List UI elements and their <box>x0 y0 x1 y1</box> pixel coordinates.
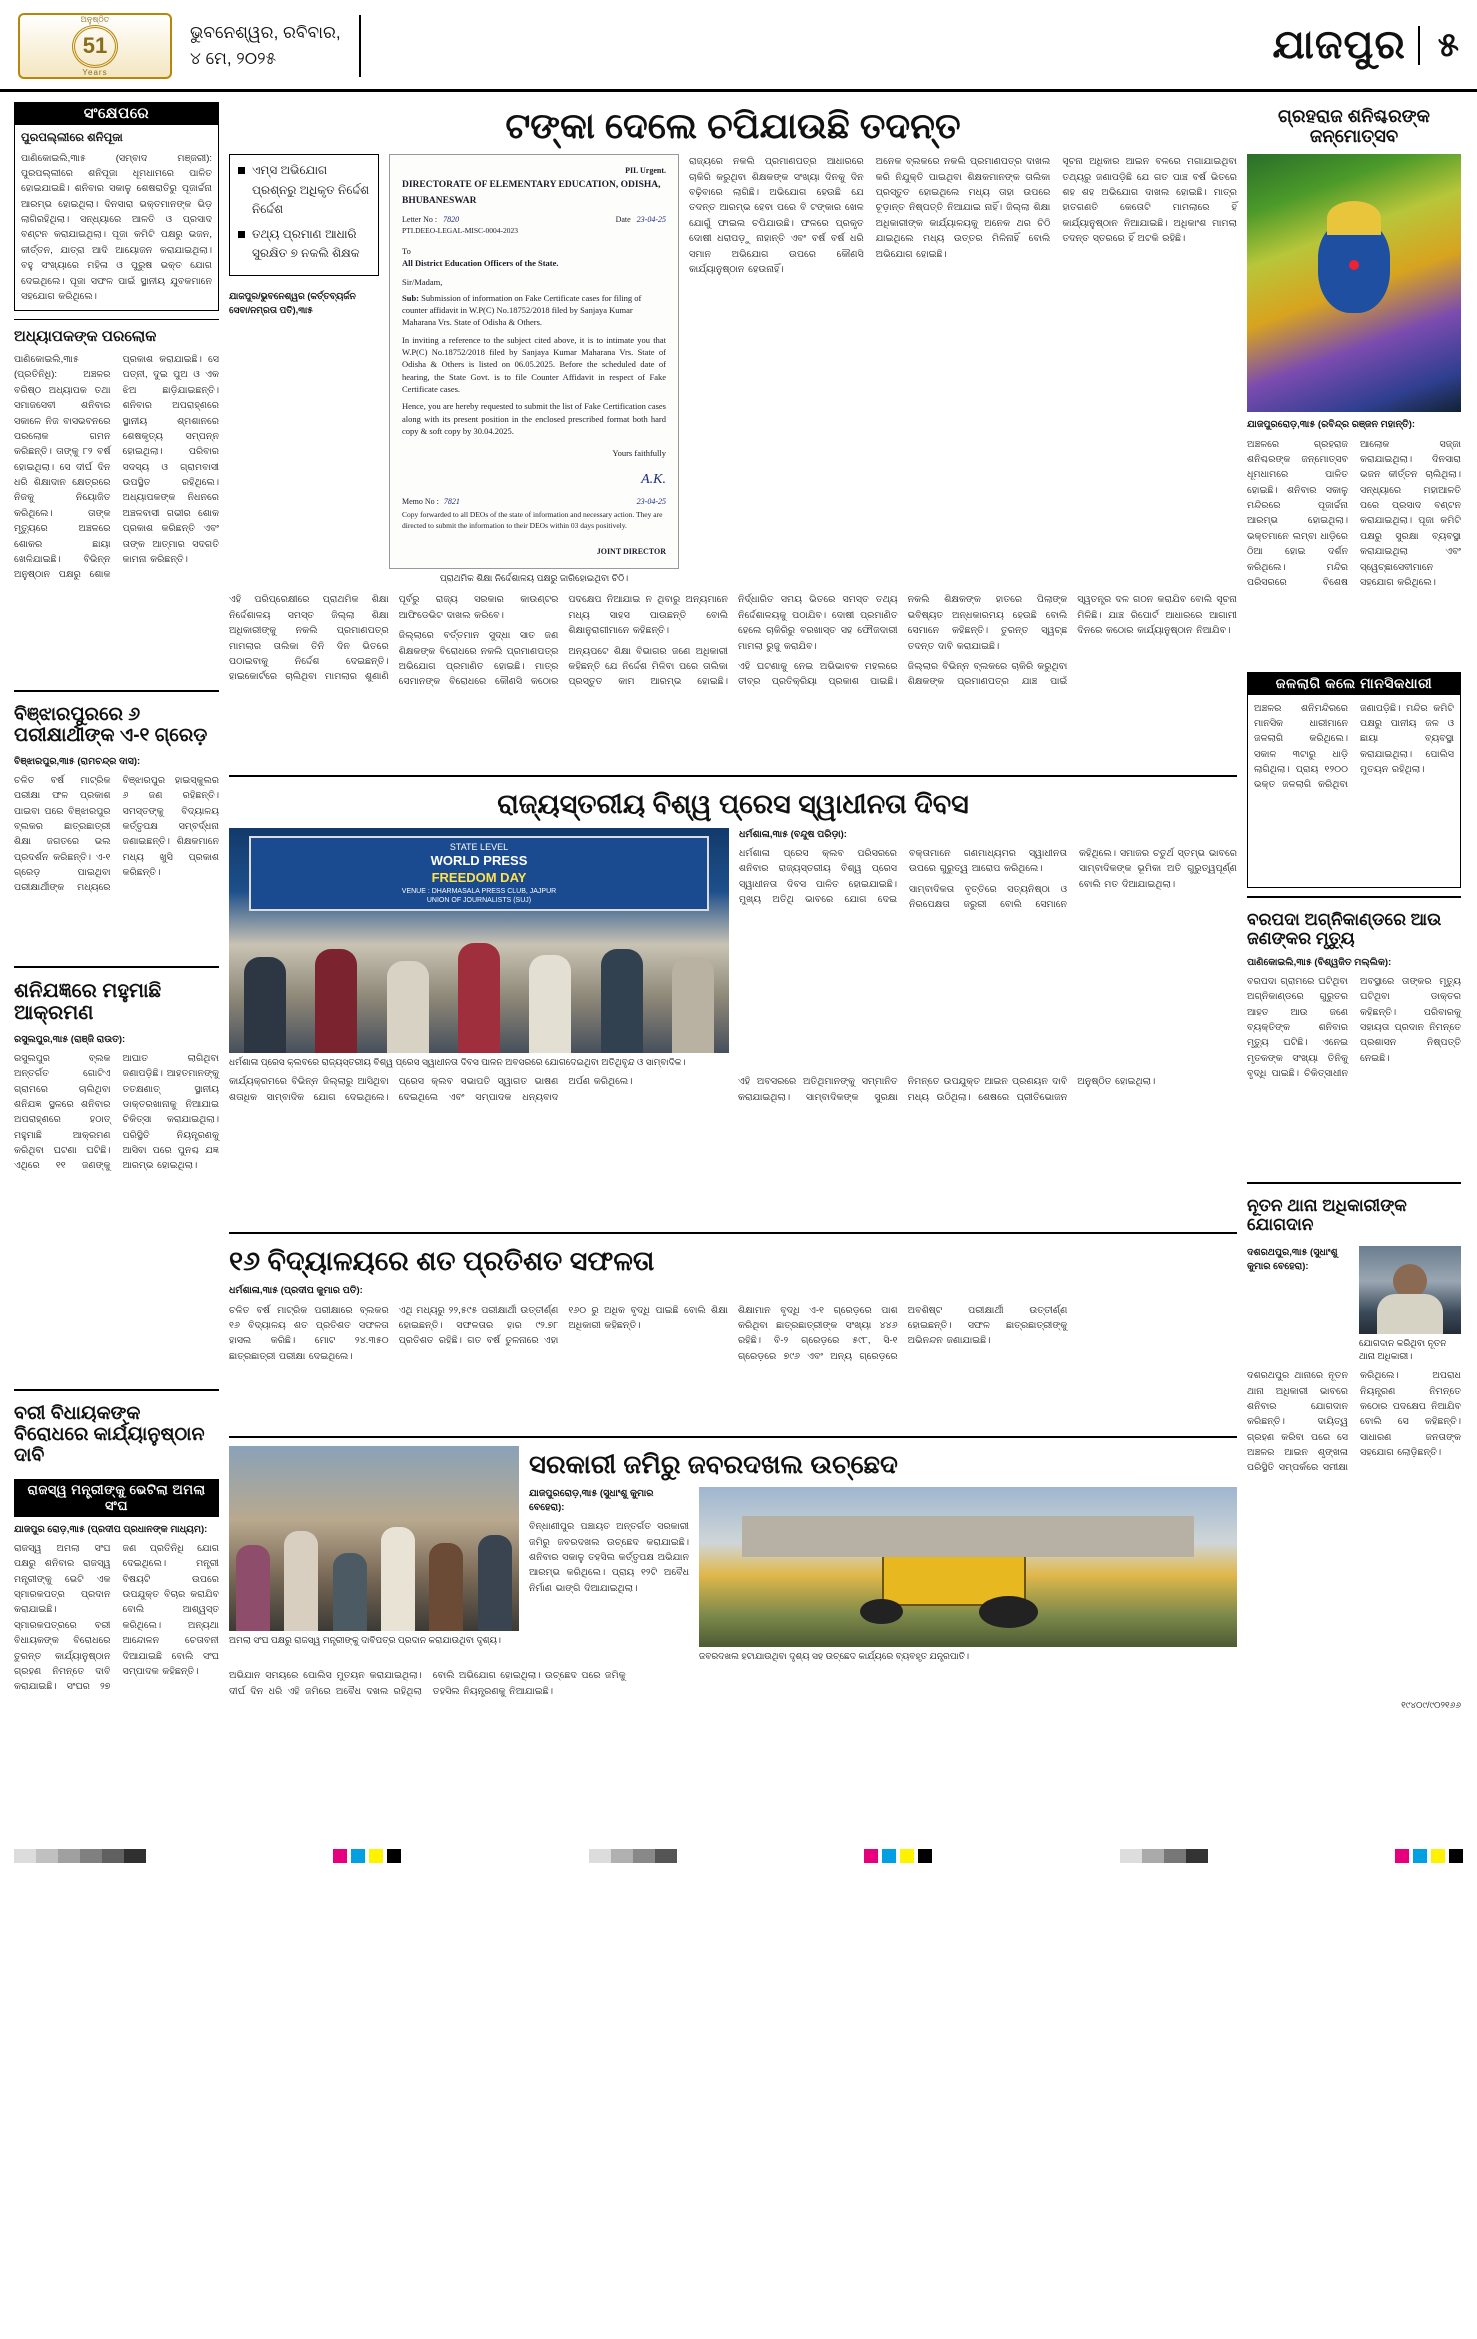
letter-date-label: Date <box>615 215 631 225</box>
new-officer-text: ଦଶରଥପୁର ଥାନାରେ ନୂତନ ଥାନା ଅଧିକାରୀ ଭାବରେ ଶନିବାର ଯୋଗଦାନ କରିଛନ୍ତି। ଦାୟିତ୍ୱ ଗ୍ରହଣ କରିବା ପରେ ସେ ଅଞ୍ଚଳର ଆଇନ ଶୃଙ୍ଖଳା ପରିସ୍ଥିତି ସମ୍ପର୍କରେ ସମୀକ୍ଷା କରିଥିଲେ। ଅପରାଧ ନିୟନ୍ତ୍ରଣ ନିମନ୍ତେ କଠୋର ପଦକ୍ଷେପ ନିଆଯିବ ବୋଲି ସେ କହିଛନ୍ତି। ସାଧାରଣ ଜନତାଙ୍କ ସହଯୋଗ ଲୋଡ଼ିଛନ୍ତି। <box>1247 1370 1461 1474</box>
lead-bullet-1: ଏମ୍‌ସ ଅଭିଯୋଗ ପ୍ରଶ୍ନରୁ ଅଧିକୃତ ନିର୍ଦ୍ଦେଶ ନିର୍ଦ୍ଦେଶ <box>238 161 370 219</box>
press-para-1: ଧର୍ମଶାଳା ପ୍ରେସ କ୍ଲବ ପରିସରରେ ଶନିବାର ରାଜ୍ୟସ୍ତରୀୟ ବିଶ୍ୱ ପ୍ରେସ ସ୍ୱାଧୀନତା ଦିବସ ପାଳିତ ହୋଇଯାଇଛି। ମୁଖ୍ୟ ଅତିଥି ଭାବରେ ଯୋଗ ଦେଇ ବକ୍ତାମାନେ ଗଣମାଧ୍ୟମର ସ୍ୱାଧୀନତା ଉପରେ ଗୁରୁତ୍ୱ ଆରୋପ କରିଥିଲେ। <box>739 847 1067 906</box>
letter-ref-no: PTI.DEEO-LEGAL-MISC-0004-2023 <box>402 226 519 236</box>
logo-top-text: ଅନୁଷ୍ଠିତ <box>80 14 110 24</box>
brief2-text: ପାଣିକୋଇଲି,୩ା୫ (ପ୍ରତିନିଧି): ଅଞ୍ଚଳର ବରିଷ୍ଠ ଅଧ୍ୟାପକ ତଥା ସମାଜସେବୀ ଶନିବାର ସକାଳେ ନିଜ ବାସଭବନରେ ପରଲୋକ ଗମନ କରିଛନ୍ତି। ତାଙ୍କୁ ୮୨ ବର୍ଷ ହୋଇଥିଲା। ସେ ଦୀର୍ଘ ଦିନ ଧରି ଶିକ୍ଷାଦାନ କ୍ଷେତ୍ରରେ ନିଜକୁ ନିୟୋଜିତ କରିଥିଲେ। ତାଙ୍କ ମୃତ୍ୟୁରେ ଅଞ୍ଚଳରେ ଶୋକର ଛାୟା ଖେଳିଯାଇଛି। ବିଭିନ୍ନ ଅନୁଷ୍ଠାନ ପକ୍ଷରୁ ଶୋକ ପ୍ରକାଶ କରାଯାଇଛି। ସେ ପତ୍ନୀ, ଦୁଇ ପୁଅ ଓ ଏକ ଝିଅ ଛାଡ଼ିଯାଇଛନ୍ତି। ଶନିବାର ଅପରାହ୍ଣରେ ସ୍ଥାନୀୟ ଶ୍ମଶାନରେ ଶେଷକୃତ୍ୟ ସମ୍ପନ୍ନ ହୋଇଥିଲା। ପରିବାର ସଦସ୍ୟ ଓ ଗ୍ରାମବାସୀ ଉପସ୍ଥିତ ରହିଥିଲେ। ଅଧ୍ୟାପକଙ୍କ ନିଧନରେ ଅଞ୍ଚଳବାସୀ ଗଭୀର ଶୋକ ପ୍ରକାଶ କରିଛନ୍ତି ଏବଂ ତାଙ୍କ ଆତ୍ମାର ସଦଗତି କାମନା କରିଛନ୍ତି। <box>14 354 219 581</box>
officer-photo-caption: ଯୋଗଦାନ କରିଥିବା ନୂତନ ଥାନା ଅଧିକାରୀ। <box>1359 1337 1447 1361</box>
lead-para-6: ଅନ୍ୟପଟେ ଶିକ୍ଷା ବିଭାଗର ଜଣେ ଅଧିକାରୀ କହିଛନ୍ତି ଯେ ନିର୍ଦ୍ଦେଶ ମିଳିବା ପରେ ତାଲିକା ପ୍ରସ୍ତୁତ କାମ ଆରମ୍ଭ ହୋଇଛି। ନିର୍ଦ୍ଧାରିତ ସମୟ ଭିତରେ ସମସ୍ତ ତଥ୍ୟ ନିର୍ଦ୍ଦେଶାଳୟକୁ ପଠାଯିବ। ଦୋଷୀ ପ୍ରମାଣିତ ହେଲେ ଚାକିରିରୁ ବରଖାସ୍ତ ସହ ଫୌଜଦାରୀ ମାମଲା ରୁଜୁ କରାଯିବ। <box>568 594 898 688</box>
logo-years-label: Years <box>82 67 108 77</box>
lead-para-5: ଜିଲ୍ଲାରେ ବର୍ତ୍ତମାନ ସୁଦ୍ଧା ସାତ ଜଣ ଶିକ୍ଷକଙ୍କ ବିରୋଧରେ ନକଲି ପ୍ରମାଣପତ୍ର ଅଭିଯୋଗ ପ୍ରମାଣିତ ହୋଇଛି। ମାତ୍ର ସେମାନଙ୍କ ବିରୋଧରେ କୌଣସି କଠୋର ପଦକ୍ଷେପ ନିଆଯାଇ ନ ଥିବାରୁ ଅନ୍ୟମାନେ ମଧ୍ୟ ସାହସ ପାଉଛନ୍ତି ବୋଲି ଶିକ୍ଷାନୁରାଗୀମାନେ କହିଛନ୍ତି। <box>398 594 728 688</box>
color-swatch-cyan-2 <box>882 1849 896 1863</box>
official-letter-scan: PIL Urgent. DIRECTORATE OF ELEMENTARY EDUCATION, ODISHA, BHUBANESWAR Letter No : 7820 Date 23-04-25 PTI.DEEO-LEGAL-MISC-0004-2023 To All District Education Officers of the State. Sir/Madam, Sub: Submission of information on Fake Certificate cases for filing of counter affidavit in W.P(C) No.18752/2018 filed by Sanjaya Kumar Maharana Vrs. State of Odisha & Others. In inviting a reference to the subject cited above, it is to intimate you that W.P(C) No.18752/2018 filed by Sanjaya Kumar Maharana Vrs. State of Odisha & Others is listed on 06.05.2025. Before the scheduled date of hearing, the State Govt. is to file Counter Affidavit in respect of Fake Certificate cases. Hence, you are hereby requested to submit the list of Fake Certification cases along with its present position in the enclosed prescribed format both hard copy & soft copy by 30.04.2025. Yours faithfully A.K. Memo No : 7821 23-04-25 Copy forwarded to all DEOs of the state of information and necessary action. They are directed to submit the information to their DEOs within 03 days positively. JOINT DIRECTOR <box>389 154 679 569</box>
encroachment-para-1: ବିନ୍ଧାଣୀପୁର ପଞ୍ଚାୟତ ଅନ୍ତର୍ଗତ ସରକାରୀ ଜମିରୁ ଜବରଦଖଲ ଉଚ୍ଛେଦ କରାଯାଇଛି। ଶନିବାର ସକାଳୁ ତହସିଲ କର୍ତ୍ତୃପକ୍ଷ ଅଭିଯାନ ଆରମ୍ଭ କରିଥିଲେ। ପ୍ରାୟ ୧୨ଟି ଅବୈଧ ନିର୍ମାଣ ଭାଙ୍ଗି ଦିଆଯାଇଥିଲା। <box>529 1521 689 1594</box>
letter-pil-tag: PIL Urgent. <box>625 166 666 176</box>
edition-city: ଭୁବନେଶ୍ୱର, ରବିବାର, <box>190 23 341 42</box>
color-swatch-magenta-2 <box>864 1849 878 1863</box>
letter-org-line1: DIRECTORATE OF ELEMENTARY EDUCATION, ODISHA, <box>402 179 661 190</box>
color-swatch-cyan <box>351 1849 365 1863</box>
edition-date <box>172 15 361 77</box>
grayscale-strip <box>14 1849 146 1863</box>
letter-memo-no: 7821 <box>443 496 460 506</box>
lead-bullet-box <box>229 154 379 276</box>
brief1-title: ପୁରପଲ୍ଲୀରେ ଶନିପୂଜା <box>21 132 123 144</box>
publication-logo <box>18 13 172 79</box>
color-swatch-yellow-3 <box>1431 1849 1445 1863</box>
tail-reference-number: ୧୯୪୦୯/୯୦୨୧୬୬ <box>1401 1700 1461 1711</box>
lead-para-7: ଏହି ଘଟଣାକୁ ନେଇ ଅଭିଭାବକ ମହଲରେ ତୀବ୍ର ପ୍ରତିକ୍ରିୟା ପ୍ରକାଶ ପାଇଛି। ନକଲି ଶିକ୍ଷକଙ୍କ ହାତରେ ପିଲାଙ୍କ ଭବିଷ୍ୟତ ଅନ୍ଧକାରମୟ ହେଉଛି ବୋଲି ସେମାନେ କହିଛନ୍ତି। ତୁରନ୍ତ ସ୍ୱଚ୍ଛ ତଦନ୍ତ ଦାବି କରାଯାଇଛି। <box>737 594 1068 688</box>
banner-line-5: UNION OF JOURNALISTS (SUJ) <box>426 897 532 905</box>
letter-memo-label: Memo No : <box>402 496 439 506</box>
edition-date-line: ୪ ମେ, ୨୦୨୫ <box>190 48 277 68</box>
letter-salutation: Sir/Madam, <box>402 276 443 287</box>
schools-para-3: ଶିକ୍ଷାମାନ ବୃଦ୍ଧି ଏ-୧ ଗ୍ରେଡ଼ରେ ପାଶ କରିଥିବା ଛାତ୍ରଛାତ୍ରୀଙ୍କ ସଂଖ୍ୟା ୪୪୬ ରହିଛି। ବି-୨ ଗ୍ରେଡ଼ରେ ୫୯୮, ସି-୧ ଗ୍ରେଡ଼ରେ ୭୯୬ ଏବଂ ଅନ୍ୟ ଗ୍ରେଡ଼ରେ ଅବଶିଷ୍ଟ ପରୀକ୍ଷାର୍ଥୀ ଉତ୍ତୀର୍ଣ୍ଣ ହୋଇଛନ୍ତି। ସଫଳ ଛାତ୍ରଛାତ୍ରୀଙ୍କୁ ଅଭିନନ୍ଦନ ଜଣାଯାଇଛି। <box>737 1304 1068 1362</box>
byline-bee-attack: ରସୁଲପୁର,୩ା୫ (ରାଞ୍ଜି ରାଉତ): <box>14 1033 126 1045</box>
lead-para-1: ରାଜ୍ୟରେ ନକଲି ପ୍ରମାଣପତ୍ର ଆଧାରରେ ଚାକିରି କରୁଥିବା ଶିକ୍ଷକଙ୍କ ସଂଖ୍ୟା ଦିନକୁ ଦିନ ବଢ଼ିବାରେ ଲାଗିଛି। ଅଭିଯୋଗ ହେଉଛି ଯେ ତଦନ୍ତ ଆରମ୍ଭ ହେବା ପରେ ବି ଟଙ୍କାର ଖେଳ ଯୋଗୁଁ ଫାଇଲ ଚପିଯାଉଛି। ଫଳରେ ପ୍ରକୃତ ଦୋଷୀ ଧରାପଡ଼ୁ ନାହାନ୍ତି ଏବଂ ବର୍ଷ ବର୍ଷ ଧରି ସମାନ ଅଭିଯୋଗ ଉପରେ କୌଣସି କାର୍ଯ୍ୟାନୁଷ୍ଠାନ ହେଉନାହିଁ। <box>689 156 864 275</box>
edition-name: ଯାଜପୁର <box>1272 23 1406 67</box>
letter-subject-text: Submission of information on Fake Certificate cases for filing of counter affidavit in W.P(C) No.18752/2018 filed by Sanjaya Kumar Maharana Vrs. State of Odisha & Others. <box>402 292 642 328</box>
lead-headline: ଟଙ୍କା ଦେଲେ ଚପିଯାଉଛି ତଦନ୍ତ <box>505 105 961 146</box>
headline-press-freedom: ରାଜ୍ୟସ୍ତରୀୟ ବିଶ୍ୱ ପ୍ରେସ ସ୍ୱାଧୀନତା ଦିବସ <box>497 789 969 820</box>
officer-photo <box>1359 1246 1461 1334</box>
memorandum-photo <box>229 1446 519 1631</box>
lead-bullet-2: ତଥ୍ୟ ପ୍ରମାଣ ଆଧାରି ସୁରକ୍ଷିତ ୭ ନକଲି ଶିକ୍ଷକ <box>238 225 370 263</box>
letter-recipient: All District Education Officers of the State. <box>402 258 559 269</box>
encroachment-para-2: ଅଭିଯାନ ସମୟରେ ପୋଲିସ ମୁତୟନ କରାଯାଇଥିଲା। ଦୀର୍ଘ ଦିନ ଧରି ଏହି ଜମିରେ ଅବୈଧ ଦଖଲ ରହିଥିଲା ବୋଲି ଅଭିଯୋଗ ହୋଇଥିଲା। ଉଚ୍ଛେଦ ପରେ ଜମିକୁ ତହସିଲ ନିୟନ୍ତ୍ରଣକୁ ନିଆଯାଇଛି। <box>229 1670 626 1697</box>
text-mla-action: ରାଜସ୍ୱ ଅମଲା ସଂଘ ପକ୍ଷରୁ ଶନିବାର ରାଜସ୍ୱ ମନ୍ତ୍ରୀଙ୍କୁ ଭେଟି ଏକ ସ୍ମାରକପତ୍ର ପ୍ରଦାନ କରାଯାଇଛି। ସ୍ମାରକପତ୍ରରେ ବରୀ ବିଧାୟକଙ୍କ ବିରୋଧରେ ତୁରନ୍ତ କାର୍ଯ୍ୟାନୁଷ୍ଠାନ ଗ୍ରହଣ ନିମନ୍ତେ ଦାବି କରାଯାଇଛି। ସଂଘର ୨୭ ଜଣ ପ୍ରତିନିଧି ଯୋଗ ଦେଇଥିଲେ। ମନ୍ତ୍ରୀ ବିଷୟଟି ଉପରେ ଉପଯୁକ୍ତ ବିଚାର କରାଯିବ ବୋଲି ଆଶ୍ୱସ୍ତ କରିଥିଲେ। ଅନ୍ୟଥା ଆନ୍ଦୋଳନ ଚେତାବନୀ ଦିଆଯାଇଛି ବୋଲି ସଂଘ ସମ୍ପାଦକ କହିଛନ୍ତି। <box>14 1542 219 1693</box>
press-para-2: ସାମ୍ବାଦିକତା ବୃତ୍ତିରେ ସତ୍ୟନିଷ୍ଠା ଓ ନିରପେକ୍ଷତା ଜରୁରୀ ବୋଲି ସେମାନେ କହିଥିଲେ। ସମାଜର ଚତୁର୍ଥ ସ୍ତମ୍ଭ ଭାବରେ ସାମ୍ବାଦିକଙ୍କ ଭୂମିକା ଅତି ଗୁରୁତ୍ୱପୂର୍ଣ୍ଣ ବୋଲି ମତ ଦିଆଯାଇଥିଲା। <box>909 847 1237 911</box>
jalalagi-box-header: ଜଳଲାଗି କଲେ ମାନସିକଧାରୀ <box>1247 672 1461 695</box>
main-column <box>229 102 1237 1841</box>
headline-fire-death: ବରପଦା ଅଗ୍ନିକାଣ୍ଡରେ ଆଉ ଜଣଙ୍କର ମୃତ୍ୟୁ <box>1247 909 1442 948</box>
text-binjharpur: ଚଳିତ ବର୍ଷ ମାଟ୍ରିକ ପରୀକ୍ଷା ଫଳ ପ୍ରକାଶ ପାଇବା ପରେ ବିଞ୍ଝାରପୁର ବ୍ଲକର ଛାତ୍ରଛାତ୍ରୀ ଶିକ୍ଷା ଜଗତରେ ଭଲ ପ୍ରଦର୍ଶନ କରିଛନ୍ତି। ଏ-୧ ଗ୍ରେଡ଼ ପାଇଥିବା ପରୀକ୍ଷାର୍ଥୀଙ୍କ ମଧ୍ୟରେ ବିଞ୍ଝାରପୁର ହାଇସ୍କୁଲର ୬ ଜଣ ରହିଛନ୍ତି। ସମସ୍ତଙ୍କୁ ବିଦ୍ୟାଳୟ କର୍ତ୍ତୃପକ୍ଷ ସମ୍ବର୍ଦ୍ଧନା ଜଣାଇଛନ୍ତି। ଶିକ୍ଷକମାନେ ମଧ୍ୟ ଖୁସି ପ୍ରକାଶ କରିଛନ୍ତି। <box>14 774 219 894</box>
deity-photo <box>1247 154 1461 412</box>
lead-byline: ଯାଜପୁର/ଭୁବନେଶ୍ୱର (କର୍ତ୍ତବ୍ୟର୍ଜନ ସେବା/ନମ୍ରତା ପତି),୩ା୫ <box>229 291 356 315</box>
subhead-revenue-minister: ରାଜସ୍ୱ ମନ୍ତ୍ରୀଙ୍କୁ ଭେଟିଲା ଅମଲା ସଂଘ <box>14 1479 219 1517</box>
color-swatch-yellow <box>369 1849 383 1863</box>
color-swatch-cyan-3 <box>1413 1849 1427 1863</box>
page-body <box>0 92 1477 1841</box>
color-swatch-black-3 <box>1449 1849 1463 1863</box>
press-byline: ଧର୍ମଶାଳା,୩ା୫ (ବନ୍ଦୁଷ ପରିଡ଼ା): <box>739 828 847 840</box>
schools-para-2: ଏଥି ମଧ୍ୟରୁ ୨୨,୫୯୫ ପରୀକ୍ଷାର୍ଥୀ ଉତ୍ତୀର୍ଣ୍ଣ ହୋଇଛନ୍ତି। ସଫଳତାର ହାର ୯୨.୭୮ ପ୍ରତିଶତ ରହିଛି। ଗତ ବର୍ଷ ତୁଳନାରେ ଏହା ୧୬୦ ରୁ ଅଧିକ ବୃଦ୍ଧି ପାଇଛି ବୋଲି ଶିକ୍ଷା ଅଧିକାରୀ କହିଛନ୍ତି। <box>398 1304 728 1347</box>
demolition-photo <box>699 1487 1237 1647</box>
letter-to-label: To <box>402 245 411 256</box>
headline-bee-attack: ଶନିଯଜ୍ଞରେ ମହୁମାଛି ଆକ୍ରମଣ <box>14 979 162 1025</box>
lead-para-4: ଏହି ପରିପ୍ରେକ୍ଷୀରେ ପ୍ରାଥମିକ ଶିକ୍ଷା ନିର୍ଦ୍ଦେଶାଳୟ ସମସ୍ତ ଜିଲ୍ଲା ଶିକ୍ଷା ଅଧିକାରୀଙ୍କୁ ନକଲି ପ୍ରମାଣପତ୍ର ମାମଲାର ତାଲିକା ତିନି ଦିନ ଭିତରେ ପଠାଇବାକୁ ନିର୍ଦ୍ଦେଶ ଦେଇଛନ୍ତି। ହାଇକୋର୍ଟରେ ଚାଲିଥିବା ମାମଲାର ଶୁଣାଣି ପୂର୍ବରୁ ରାଜ୍ୟ ସରକାର କାଉଣ୍ଟର ଆଫିଡେଭିଟ ଦାଖଲ କରିବେ। <box>229 594 559 683</box>
grayscale-strip-2 <box>589 1849 677 1863</box>
letter-memo-body: Copy forwarded to all DEOs of the state of information and necessary action. They are directed to submit the information to their DEOs within 03 days positively. <box>402 510 663 531</box>
shani-text: ଅଞ୍ଚଳରେ ଗ୍ରହରାଜ ଶନିଶ୍ଚରଙ୍କ ଜନ୍ମୋତ୍ସବ ଧୂମଧାମରେ ପାଳିତ ହୋଇଛି। ଶନିବାର ସକାଳୁ ମନ୍ଦିରରେ ପୂଜାର୍ଚ୍ଚନା ଆରମ୍ଭ ହୋଇଥିଲା। ଭକ୍ତମାନେ ଲମ୍ବା ଧାଡ଼ିରେ ଠିଆ ହୋଇ ଦର୍ଶନ କରିଥିଲେ। ମନ୍ଦିର ପରିସରରେ ବିଶେଷ ଆଲୋକ ସଜ୍ଜା କରାଯାଇଥିଲା। ଦିନସାରା ଭଜନ କୀର୍ତ୍ତନ ଚାଲିଥିଲା। ସନ୍ଧ୍ୟାରେ ମହାଆଳତି ପରେ ପ୍ରସାଦ ବଣ୍ଟନ କରାଯାଇଥିଲା। ପୂଜା କମିଟି ପକ୍ଷରୁ ସୁରକ୍ଷା ବ୍ୟବସ୍ଥା କରାଯାଇଥିଲା ଏବଂ ସ୍ୱେଚ୍ଛାସେବୀମାନେ ସହଯୋଗ କରିଥିଲେ। <box>1247 438 1461 588</box>
headline-mla-action: ବରୀ ବିଧାୟକଙ୍କ ବିରୋଧରେ କାର୍ଯ୍ୟାନୁଷ୍ଠାନ ଦାବି <box>14 1402 205 1467</box>
press-para-3: କାର୍ଯ୍ୟକ୍ରମରେ ବିଭିନ୍ନ ଜିଲ୍ଲାରୁ ଆସିଥିବା ଶତାଧିକ ସାମ୍ବାଦିକ ଯୋଗ ଦେଇଥିଲେ। ପ୍ରେସ କ୍ଲବ ସଭାପତି ସ୍ୱାଗତ ଭାଷଣ ଦେଇଥିଲେ ଏବଂ ସମ୍ପାଦକ ଧନ୍ୟବାଦ ଅର୍ପଣ କରିଥିଲେ। <box>229 1076 633 1103</box>
color-swatch-yellow-2 <box>900 1849 914 1863</box>
letter-body-2: Hence, you are hereby requested to submit the list of Fake Certification cases along with its present position in the enclosed prescribed format both hard copy & soft copy by 30.04.2025. <box>402 401 666 436</box>
banner-line-2: WORLD PRESS <box>430 853 528 869</box>
jalalagi-text: ଅଞ୍ଚଳର ଶନିମନ୍ଦିରରେ ମାନସିକ ଧାରୀମାନେ ଜଳଲାଗି କରିଥିଲେ। ସକାଳ ୩ଟାରୁ ଧାଡ଼ି ଲାଗିଥିଲା। ପ୍ରାୟ ୧୨୦୦ ଭକ୍ତ ଜଳଲାଗି କରିଥିବା ଜଣାପଡ଼ିଛି। ମନ୍ଦିର କମିଟି ପକ୍ଷରୁ ପାନୀୟ ଜଳ ଓ ଛାୟା ବ୍ୟବସ୍ଥା କରାଯାଇଥିଲା। ପୋଲିସ ମୁତୟନ ରହିଥିଲା। <box>1254 702 1454 791</box>
press-photo-caption: ଧର୍ମଶାଳା ପ୍ରେସ କ୍ଲବରେ ରାଜ୍ୟସ୍ତରୀୟ ବିଶ୍ୱ ପ୍ରେସ ସ୍ୱାଧୀନତା ଦିବସ ପାଳନ ଅବସରରେ ଯୋଗଦେଇଥିବା ଅତିଥିବୃନ୍ଦ ଓ ସାମ୍ବାଦିକ। <box>229 1056 686 1067</box>
new-officer-byline: ଦଶରଥପୁର,୩ା୫ (ସୁଧାଂଶୁ କୁମାର ବେହେରା): <box>1247 1246 1338 1273</box>
letter-caption: ପ୍ରାଥମିକ ଶିକ୍ଷା ନିର୍ଦ୍ଦେଶାଳୟ ପକ୍ଷରୁ ଜାରିହୋଇଥିବା ଚିଠି। <box>439 572 629 583</box>
letter-designation: JOINT DIRECTOR <box>596 547 666 557</box>
headline-new-officer: ନୂତନ ଥାନା ଅଧିକାରୀଙ୍କ ଯୋଗଦାନ <box>1247 1195 1407 1234</box>
fire-death-text: ବରପଦା ଗ୍ରାମରେ ଘଟିଥିବା ଅଗ୍ନିକାଣ୍ଡରେ ଗୁରୁତର ଆହତ ଆଉ ଜଣେ ବ୍ୟକ୍ତିଙ୍କ ଶନିବାର ମୃତ୍ୟୁ ଘଟିଛି। ଏନେଇ ମୃତକଙ୍କ ସଂଖ୍ୟା ତିନିକୁ ବୃଦ୍ଧି ପାଇଛି। ଚିକିତ୍ସାଧୀନ ଅବସ୍ଥାରେ ତାଙ୍କର ମୃତ୍ୟୁ ଘଟିଥିବା ଡାକ୍ତର କହିଛନ୍ତି। ପରିବାରକୁ ସହାୟତା ପ୍ରଦାନ ନିମନ୍ତେ ପ୍ରଶାସନ ନିଷ୍ପତ୍ତି ନେଇଛି। <box>1247 975 1461 1080</box>
text-bee-attack: ରସୁଲପୁର ବ୍ଲକ ଅନ୍ତର୍ଗତ ଗୋଟିଏ ଗ୍ରାମରେ ଚାଲିଥିବା ଶନିଯଜ୍ଞ ସ୍ଥଳରେ ଶନିବାର ଅପରାହ୍ଣରେ ହଠାତ୍‌ ମହୁମାଛି ଆକ୍ରମଣ କରିଥିବା ଘଟଣା ଘଟିଛି। ଏଥିରେ ୧୧ ଜଣଙ୍କୁ ଆଘାତ ଲାଗିଥିବା ଜଣାପଡ଼ିଛି। ଆହତମାନଙ୍କୁ ତତକ୍ଷଣାତ୍‌ ସ୍ଥାନୀୟ ଡାକ୍ତରଖାନାକୁ ନିଆଯାଇ ଚିକିତ୍ସା କରାଯାଇଥିଲା। ପରିସ୍ଥିତି ନିୟନ୍ତ୍ରଣକୁ ଆସିବା ପରେ ପୁନଶ୍ଚ ଯଜ୍ଞ ଆରମ୍ଭ ହୋଇଥିଲା। <box>14 1052 219 1172</box>
grayscale-strip-3 <box>1120 1849 1208 1863</box>
right-column <box>1247 102 1461 1841</box>
press-para-4: ଏହି ଅବସରରେ ଅତିଥିମାନଙ୍କୁ ସମ୍ମାନିତ କରାଯାଇଥିଲା। ସାମ୍ବାଦିକଙ୍କ ସୁରକ୍ଷା ନିମନ୍ତେ ଉପଯୁକ୍ତ ଆଇନ ପ୍ରଣୟନ ଦାବି ମଧ୍ୟ ଉଠିଥିଲା। ଶେଷରେ ପ୍ରୀତିଭୋଜନ ଅନୁଷ୍ଠିତ ହୋଇଥିଲା। <box>737 1076 1156 1103</box>
page-number: ୫ <box>1418 26 1459 65</box>
byline-binjharpur: ବିଞ୍ଝାରପୁର,୩ା୫ (ରାମଚନ୍ଦ୍ର ଦାସ): <box>14 755 141 767</box>
press-event-photo <box>229 828 729 1053</box>
demolition-photo-caption: ଜବରଦଖଲ ହଟାଯାଉଥିବା ଦୃଶ୍ୟ ସହ ଉଚ୍ଛେଦ କାର୍ଯ୍ୟରେ ବ୍ୟବହୃତ ଯନ୍ତ୍ରପାତି। <box>699 1650 970 1661</box>
encroachment-byline: ଯାଜପୁରରୋଡ଼,୩ା୫ (ସୁଧାଂଶୁ କୁମାର ବେହେରା): <box>529 1487 654 1514</box>
brief1-text: ପାଣିକୋଇଲି,୩ା୫ (ସମ୍ବାଦ ମଞ୍ଜରୀ): ପୁରପଲ୍ଲୀରେ ଶନିପୂଜା ଧୂମଧାମରେ ପାଳିତ ହୋଇଯାଇଛି। ଶନିବାର ସକାଳୁ ଶେଷରାତିରୁ ପୂଜାର୍ଚ୍ଚନା ଆରମ୍ଭ ହୋଇଥିଲା। ଦିନସାରା ଭକ୍ତମାନଙ୍କ ଭିଡ଼ ଲାଗିରହିଥିଲା। ସନ୍ଧ୍ୟାରେ ଆଳତି ଓ ପ୍ରସାଦ ବଣ୍ଟନ କରାଯାଇଥିଲା। ପୂଜା କମିଟି ପକ୍ଷରୁ ଭଜନ, କୀର୍ତ୍ତନ, ଯାତ୍ରା ଆଦି ଆୟୋଜନ କରାଯାଇଥିଲା। ବହୁ ସଂଖ୍ୟାରେ ମହିଳା ଓ ପୁରୁଷ ଭକ୍ତ ଯୋଗ ଦେଇଥିଲେ। ପୂଜା ସଫଳ ପାଇଁ ସ୍ଥାନୀୟ ଯୁବକମାନେ ସହଯୋଗ କରିଥିଲେ। <box>21 152 212 302</box>
color-swatch-black <box>387 1849 401 1863</box>
lead-para-2: ଅନେକ ବ୍ଲକରେ ନକଲି ପ୍ରମାଣପତ୍ର ଦାଖଲ କରି ନିଯୁକ୍ତି ପାଇଥିବା ଶିକ୍ଷକମାନଙ୍କ ତାଲିକା ପ୍ରସ୍ତୁତ ହୋଇଥିଲେ ମଧ୍ୟ ତାହା ଉପରେ ଚୂଡ଼ାନ୍ତ ନିଷ୍ପତ୍ତି ନିଆଯାଇ ନାହିଁ। ଜିଲ୍ଲା ଶିକ୍ଷା ଅଧିକାରୀଙ୍କ କାର୍ଯ୍ୟାଳୟକୁ ଅନେକ ଥର ଚିଠି ଯାଇଥିଲେ ମଧ୍ୟ ଉତ୍ତର ମିଳିନାହିଁ ବୋଲି ଅଭିଯୋଗ ହୋଇଛି। <box>875 156 1051 260</box>
print-registration-bar <box>0 1841 1477 1873</box>
schools-byline: ଧର୍ମଶାଳା,୩ା୫ (ପ୍ରଦୀପ କୁମାର ପତି): <box>229 1285 363 1297</box>
briefs-section-header: ସଂକ୍ଷେପରେ <box>14 102 219 125</box>
headline-shani-birthday: ଗ୍ରହରାଜ ଶନିଶ୍ଚରଙ୍କ ଜନ୍ମୋତ୍ସବ <box>1278 106 1430 147</box>
letter-yours-faithfully: Yours faithfully <box>612 448 666 459</box>
headline-encroachment: ସରକାରୀ ଜମିରୁ ଜବରଦଖଲ ଉଚ୍ଛେଦ <box>529 1448 898 1479</box>
letter-memo-date: 23-04-25 <box>636 496 666 506</box>
logo-years-number: 51 <box>72 25 118 68</box>
banner-line-3: FREEDOM DAY <box>431 870 527 886</box>
letter-no-label: Letter No : <box>402 215 438 225</box>
letter-signature: A.K. <box>641 471 666 487</box>
headline-binjharpur: ବିଞ୍ଝାରପୁରରେ ୬ ପରୀକ୍ଷାର୍ଥୀଙ୍କ ଏ-୧ ଗ୍ରେଡ଼ <box>14 704 208 747</box>
color-swatch-black-2 <box>918 1849 932 1863</box>
left-column <box>14 102 219 1841</box>
banner-line-4: VENUE : DHARMASALA PRESS CLUB, JAJPUR <box>401 888 557 896</box>
letter-org-line2: BHUBANESWAR <box>402 195 477 206</box>
banner-line-1: STATE LEVEL <box>449 841 509 852</box>
lead-para-3: ସୂଚନା ଅଧିକାର ଆଇନ ବଳରେ ମଗାଯାଇଥିବା ତଥ୍ୟରୁ ଜଣାପଡ଼ିଛି ଯେ ଗତ ପାଞ୍ଚ ବର୍ଷ ଭିତରେ ଶହ ଶହ ଅଭିଯୋଗ ଦାଖଲ ହୋଇଛି। ମାତ୍ର ହାତଗଣତି କେତୋଟି ମାମଲାରେ ହିଁ କାର୍ଯ୍ୟାନୁଷ୍ଠାନ ନିଆଯାଇଛି। ଅଧିକାଂଶ ମାମଲା ତଦନ୍ତ ସ୍ତରରେ ହିଁ ଅଟକି ରହିଛି। <box>1062 156 1237 245</box>
headline-schools: ୧୬ ବିଦ୍ୟାଳୟରେ ଶତ ପ୍ରତିଶତ ସଫଳତା <box>229 1246 655 1277</box>
shani-byline: ଯାଜପୁରରୋଡ଼,୩ା୫ (ରବିନ୍ଦ୍ର ରଞ୍ଜନ ମହାନ୍ତି): <box>1247 419 1416 431</box>
fire-death-byline: ପାଣିକୋଇଲି,୩ା୫ (ବିଶ୍ୱଜିତ ମଲ୍ଲିକ): <box>1247 956 1392 968</box>
masthead <box>0 0 1477 92</box>
brief2-title: ଅଧ୍ୟାପକଙ୍କ ପରଲୋକ <box>14 328 157 346</box>
color-swatch-magenta-3 <box>1395 1849 1409 1863</box>
letter-subject-label: Sub: <box>402 292 420 303</box>
letter-date-value: 23-04-25 <box>636 215 666 225</box>
memorandum-photo-caption: ଅମଲା ସଂଘ ପକ୍ଷରୁ ରାଜସ୍ୱ ମନ୍ତ୍ରୀଙ୍କୁ ଦାବିପତ୍ର ପ୍ରଦାନ କରାଯାଉଥିବା ଦୃଶ୍ୟ। <box>229 1634 501 1645</box>
schools-para-1: ଚଳିତ ବର୍ଷ ମାଟ୍ରିକ ପରୀକ୍ଷାରେ ବ୍ଲକର ୧୬ ବିଦ୍ୟାଳୟ ଶତ ପ୍ରତିଶତ ସଫଳତା ହାସଲ କରିଛି। ମୋଟ ୨୪.୩୫୦ ଛାତ୍ରଛାତ୍ରୀ ପରୀକ୍ଷା ଦେଇଥିଲେ। <box>229 1304 389 1362</box>
byline-mla-action: ଯାଜପୁର ରୋଡ଼,୩ା୫ (ପ୍ରଦୀପ ପ୍ରଧାନଙ୍କ ମାଧ୍ୟମ): <box>14 1523 208 1535</box>
lead-para-8: ଜିଲ୍ଲାର ବିଭିନ୍ନ ବ୍ଲକରେ ଚାକିରି କରୁଥିବା ଶିକ୍ଷକଙ୍କ ପ୍ରମାଣପତ୍ର ଯାଞ୍ଚ ପାଇଁ ସ୍ୱତନ୍ତ୍ର ଦଳ ଗଠନ କରାଯିବ ବୋଲି ସୂଚନା ମିଳିଛି। ଯାଞ୍ଚ ରିପୋର୍ଟ ଆଧାରରେ ଆଗାମୀ ଦିନରେ କଠୋର କାର୍ଯ୍ୟାନୁଷ୍ଠାନ ନିଆଯିବ। <box>907 594 1237 688</box>
letter-body-1: In inviting a reference to the subject cited above, it is to intimate you that W.P(C) No.18752/2018 filed by Sanjaya Kumar Maharana Vrs. State of Odisha & Others is listed on 06.05.2025. Before the scheduled date of hearing, the State Govt. is to file Counter Affidavit in respect of Fake Certificate cases. <box>402 334 666 395</box>
color-swatch-magenta <box>333 1849 347 1863</box>
